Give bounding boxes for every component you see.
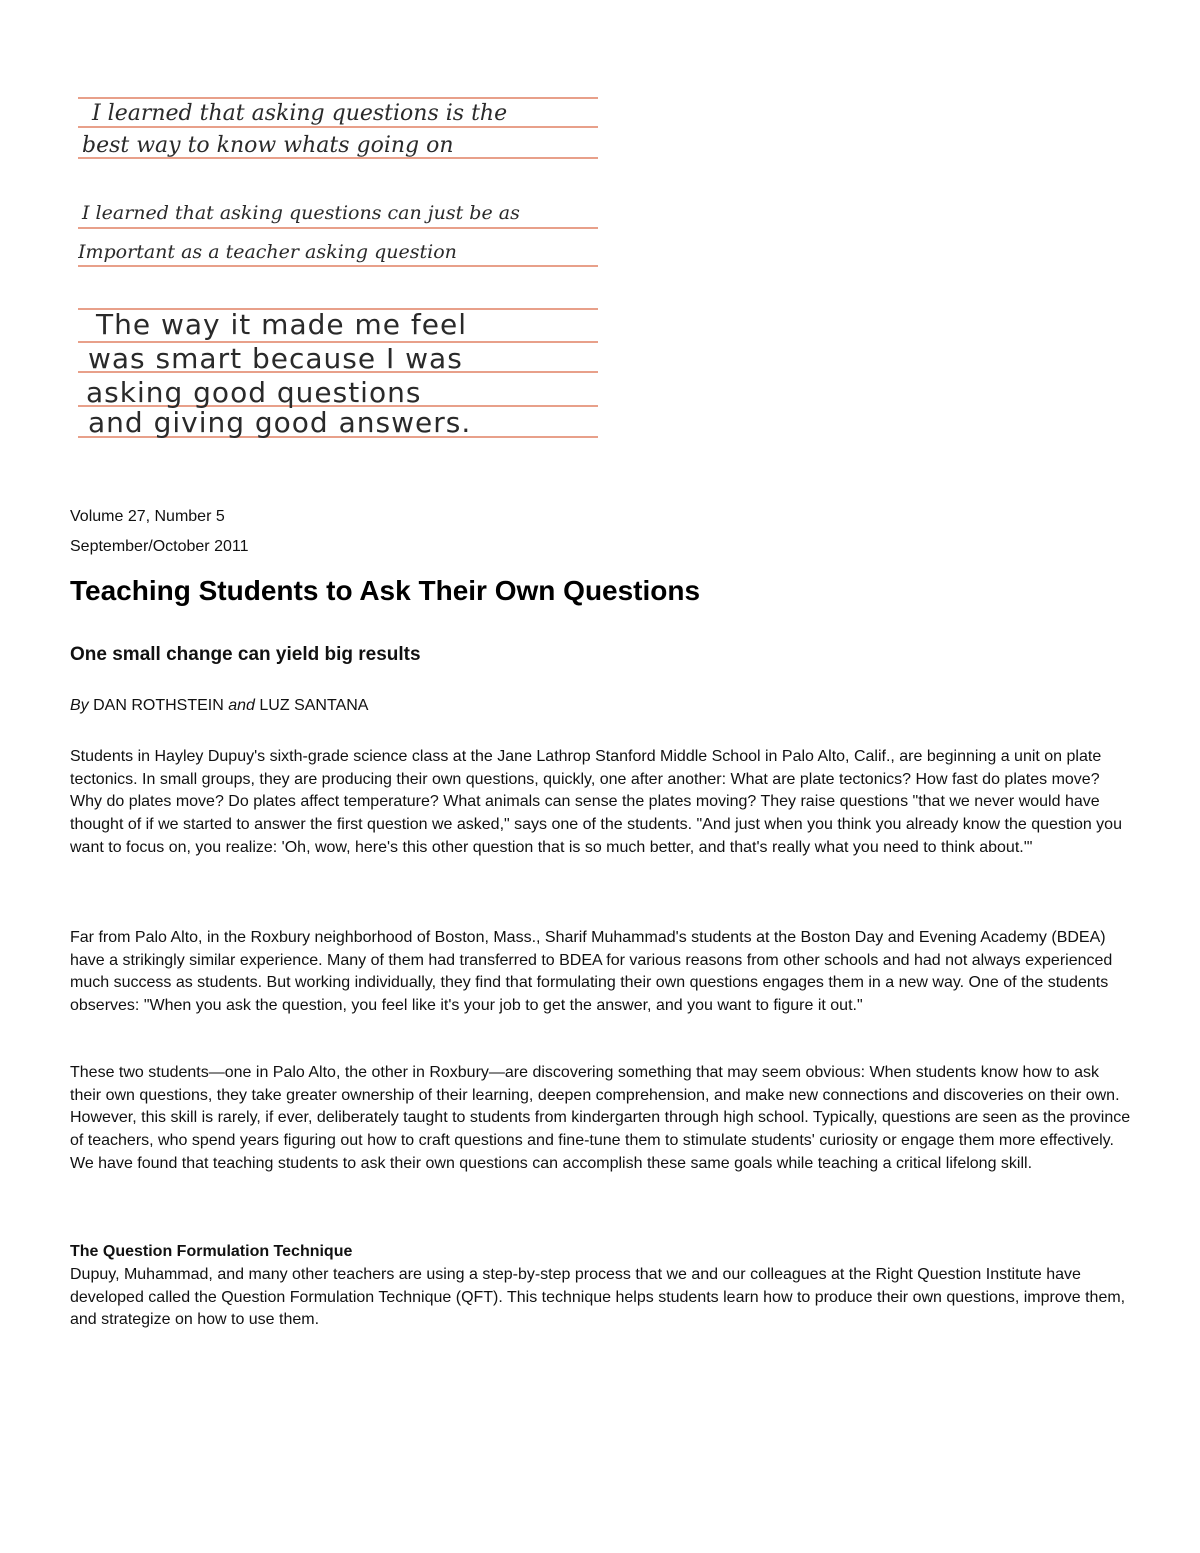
handwritten-notes-image — [78, 90, 600, 445]
note1-line2: best way to know whats going on — [82, 133, 454, 158]
note3-line4: and giving good answers. — [88, 406, 472, 439]
body-paragraph: These two students—one in Palo Alto, the other in Roxbury—are discovering something that may seem obvious: When students know how to ask their own questions, they take greater ownership of their learning, deepen comprehension, and make new connections and discoveries on their own. However, this skill is rarely, if ever, deliberately taught to students from kindergarten through high school. Typically, questions are seen as the province of teachers, who spend years figuring out how to craft questions and fine-tune them to stimulate students' curiosity or engage them more effectively. We have found that teaching students to ask their own questions can accomplish these same goals while teaching a critical lifelong skill. — [70, 1064, 1131, 1172]
article-subtitle: One small change can yield big results — [70, 644, 421, 665]
note2-line1: I learned that asking questions can just be as — [82, 202, 520, 224]
byline-by: By — [70, 697, 89, 714]
article-title: Teaching Students to Ask Their Own Questions — [70, 575, 701, 606]
byline — [70, 696, 368, 716]
body-paragraph: Dupuy, Muhammad, and many other teachers are using a step-by-step process that we and our colleagues at the Right Question Institute have developed called the Question Formulation Technique (QFT). This technique helps students learn how to produce their own questions, improve them, and strategize on how to use them. — [70, 1266, 1126, 1329]
byline-and: and — [228, 697, 255, 714]
author-name: DAN ROTHSTEIN — [93, 697, 224, 714]
author-name: LUZ SANTANA — [259, 697, 369, 714]
body-paragraph: Students in Hayley Dupuy's sixth-grade science class at the Jane Lathrop Stanford Middle School in Palo Alto, Calif., are beginning a unit on plate tectonics. In small groups, they are producing their own questions, quickly, one after another: What are plate tectonics? How fast do plates move? Why do plates move? Do plates affect temperature? What animals can sense the plates moving? They raise questions "that we never would have thought of if we started to answer the first question we asked," says one of the students. "And just when you think you already know the question you want to focus on, you realize: 'Oh, wow, here's this other question that is so much better, and that's really what you need to think about.'" — [70, 748, 1122, 856]
note3-line2: was smart because I was — [88, 342, 463, 375]
note3-line3: asking good questions — [86, 376, 422, 409]
body-paragraph: Far from Palo Alto, in the Roxbury neighborhood of Boston, Mass., Sharif Muhammad's students at the Boston Day and Evening Academy (BDEA) have a strikingly similar experience. Many of them had transferred to BDEA for various reasons from other schools and had not always experienced much success as students. But working individually, they find that formulating their own questions engages them in a new way. One of the students observes: "When you ask the question, you feel like it's your job to get the answer, and you want to figure it out." — [70, 929, 1113, 1015]
issue-volume: Volume 27, Number 5 — [70, 508, 225, 525]
note1-line1: I learned that asking questions is the — [92, 101, 508, 126]
handwritten-notes-svg — [78, 90, 600, 445]
note3-line1: The way it made me feel — [96, 308, 467, 341]
note2-line2: Important as a teacher asking question — [78, 241, 457, 263]
section-heading: The Question Formulation Technique — [70, 1243, 353, 1260]
issue-date: September/October 2011 — [70, 538, 249, 555]
